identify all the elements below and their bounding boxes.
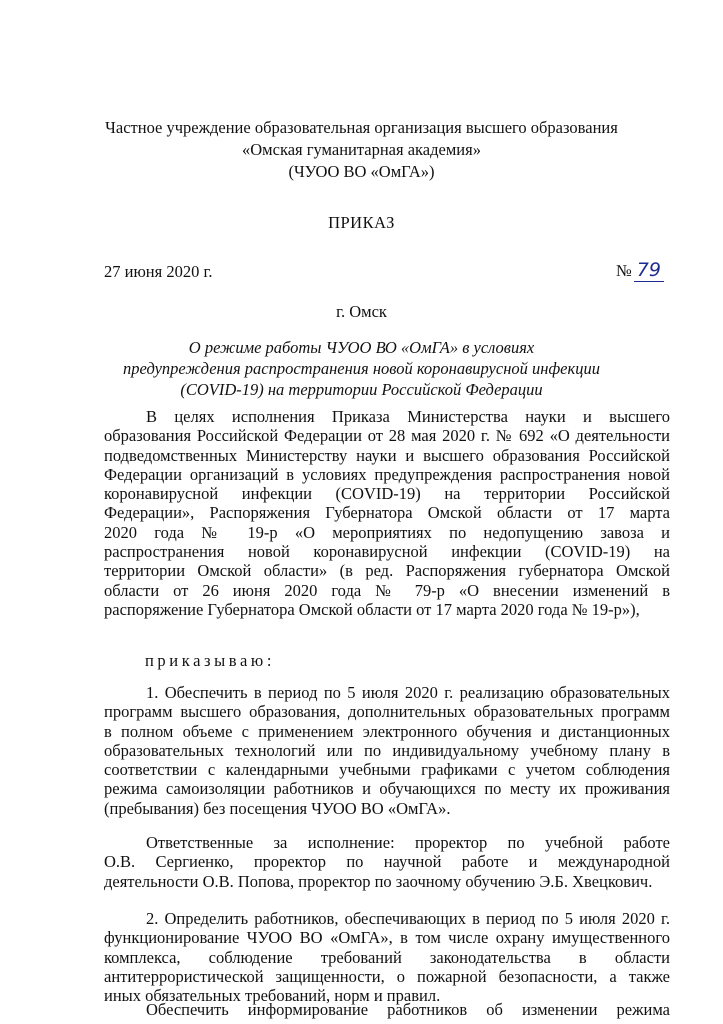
paragraph-line: функционирование ЧУОО ВО «ОмГА», в том числе охрану имущественного <box>104 928 670 948</box>
item-2-paragraph <box>104 909 670 1005</box>
organization-header <box>0 117 723 183</box>
org-name-line3: (ЧУОО ВО «ОмГА») <box>288 162 435 181</box>
paragraph-line: 1. Обеспечить в период по 5 июля 2020 г. реализацию образовательных <box>146 683 670 702</box>
paragraph-line: распространения новой коронавирусной инфекции (COVID-19) на <box>104 542 670 562</box>
paragraph-line: Федерации», Распоряжения Губернатора Омской области от 17 марта <box>104 503 670 523</box>
paragraph-line: В целях исполнения Приказа Министерства науки и высшего <box>146 407 670 426</box>
paragraph-line: в полном объеме с применением электронного обучения и дистанционных <box>104 721 670 741</box>
paragraph-line: (пребывания) без посещения ЧУОО ВО «ОмГА». <box>104 798 451 818</box>
item-1-paragraph <box>104 683 670 818</box>
paragraph-line: программ высшего образования, дополнительных образовательных программ <box>104 702 670 722</box>
paragraph-line: подведомственных Министерству науки и высшего образования Российской <box>104 445 670 465</box>
paragraph-line: коронавирусной инфекции (COVID-19) на территории Российской <box>104 484 670 504</box>
paragraph-line: Обеспечить информирование работников об изменении режима <box>146 1000 670 1019</box>
org-name-line1: Частное учреждение образовательная организация высшего образования <box>105 118 618 137</box>
paragraph-line: образовательных технологий или по индивидуальному учебному плану в <box>104 740 670 760</box>
paragraph-line: антитеррористической защищенности, о пожарной безопасности, а также <box>104 966 670 986</box>
handwritten-number: 79 <box>634 259 664 282</box>
paragraph-line: режима самоизоляции работников и обучающихся по месту их проживания <box>104 779 670 799</box>
paragraph-line: иных обязательных требований, норм и правил. <box>104 986 441 1006</box>
paragraph-line: комплекса, соблюдение требований законодательства в области <box>104 947 670 967</box>
item-2-continuation-paragraph <box>104 1000 670 1019</box>
order-number <box>616 259 664 282</box>
subject-line: О режиме работы ЧУОО ВО «ОмГА» в условиях <box>188 338 535 357</box>
paragraph-line: территории Омской области» (в ред. Распоряжения губернатора Омской <box>104 561 670 581</box>
order-date: 27 июня 2020 г. <box>104 262 213 281</box>
paragraph-line: соответствии с календарными учебными графиками с учетом соблюдения <box>104 760 670 780</box>
org-name-line2: «Омская гуманитарная академия» <box>242 140 481 159</box>
subject-line: предупреждения распространения новой коронавирусной инфекции <box>123 359 600 378</box>
number-sign: № <box>616 261 632 280</box>
paragraph-line: 2020 года № 19-р «О мероприятиях по недопущению завоза и <box>104 522 670 542</box>
order-subject <box>0 337 723 400</box>
paragraph-line: О.В. Сергиенко, проректор по научной работе и международной <box>104 852 670 872</box>
paragraph-line: Федерации организаций в условиях предупреждения распространения новой <box>104 464 670 484</box>
paragraph-line: области от 26 июня 2020 года № 79-р «О внесении изменений в <box>104 580 670 600</box>
paragraph-line: деятельности О.В. Попова, проректор по заочному обучению Э.Б. Хвецкович. <box>104 871 653 891</box>
paragraph-line: 2. Определить работников, обеспечивающих в период по 5 июля 2020 г. <box>146 909 670 928</box>
order-city: г. Омск <box>336 302 387 321</box>
paragraph-line: Ответственные за исполнение: проректор по учебной работе <box>146 833 670 852</box>
document-title: ПРИКАЗ <box>328 213 395 232</box>
paragraph-line: распоряжение Губернатора Омской области от 17 марта 2020 года № 19-р»), <box>104 599 640 619</box>
paragraph-line: образования Российской Федерации от 28 мая 2020 г. № 692 «О деятельности <box>104 426 670 446</box>
responsible-paragraph <box>104 833 670 891</box>
subject-line: (COVID-19) на территории Российской Федерации <box>180 380 543 399</box>
preamble-paragraph <box>104 407 670 619</box>
order-word: приказываю: <box>145 651 276 670</box>
